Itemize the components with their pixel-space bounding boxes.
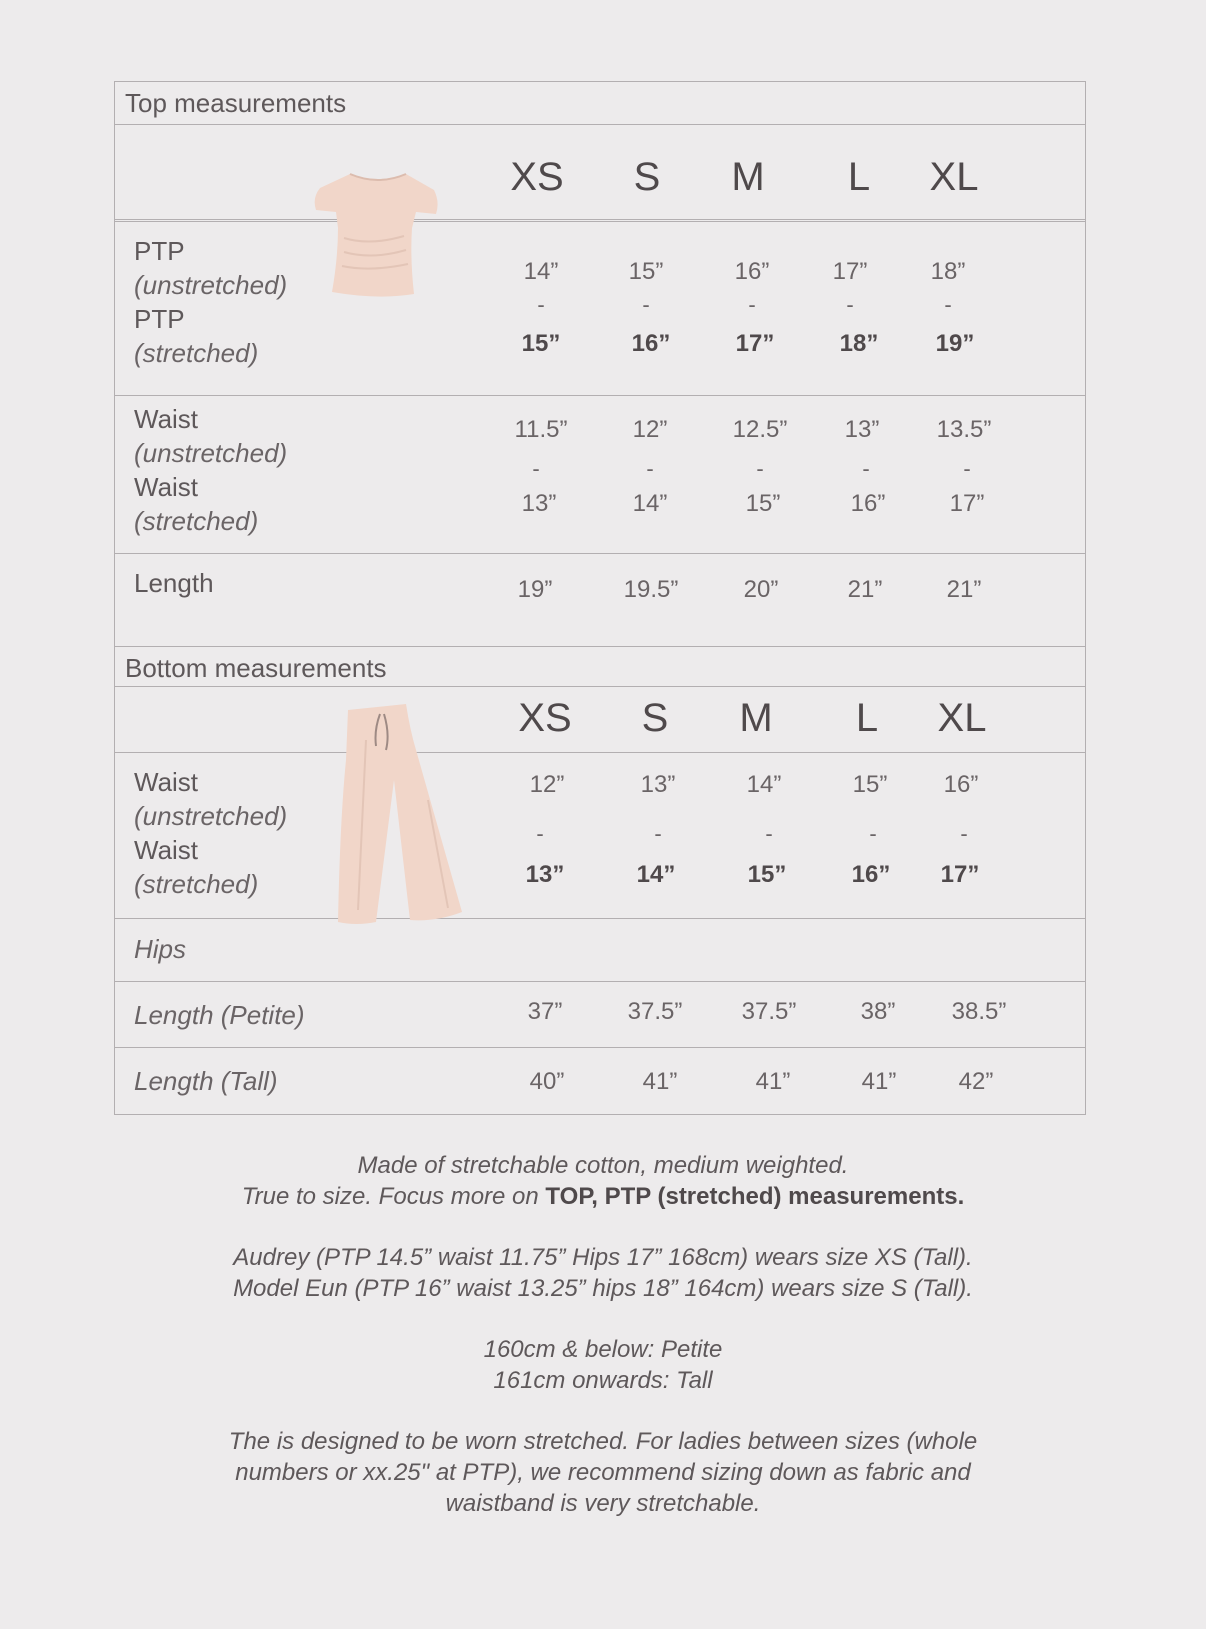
ptp-dash: - [748, 292, 756, 317]
note-line-4: Model Eun (PTP 16” waist 13.25” hips 18” 164cm) wears size S (Tall). [233, 1275, 973, 1302]
bottom-waist-label [134, 765, 287, 901]
note-line-7: The is designed to be worn stretched. For ladies between sizes (whole [228, 1428, 978, 1455]
bottom-waist-unstretched-s: 13” [640, 771, 676, 798]
length-petite-xs: 37” [527, 998, 563, 1025]
length-petite-row [115, 982, 1085, 1048]
bottom-section-title: Bottom measurements [125, 653, 387, 683]
ptp-dash: - [537, 292, 545, 317]
length-tall-xs: 40” [529, 1068, 565, 1095]
bottom-waist-stretched-note: (stretched) [134, 869, 259, 899]
top-waist-stretched-l: 16” [850, 490, 886, 517]
waist-dash: - [862, 456, 870, 481]
size-header-m: M [739, 696, 773, 740]
note-line-5: 160cm & below: Petite [483, 1336, 723, 1363]
ptp-stretched-s: 16” [631, 330, 671, 357]
size-header-xs: XS [518, 696, 572, 740]
size-header-xl: XL [929, 155, 979, 199]
top-length-l: 21” [847, 576, 883, 603]
size-header-xs: XS [510, 155, 564, 199]
ptp-dash: - [944, 292, 952, 317]
length-tall-s: 41” [642, 1068, 678, 1095]
bottom-waist-dash: - [869, 821, 877, 846]
length-tall-xl: 42” [958, 1068, 994, 1095]
ptp-unstretched-s: 15” [628, 258, 664, 285]
top-section-title: Top measurements [125, 88, 347, 118]
bottom-size-header-row [115, 687, 1085, 753]
top-waist-stretched-m: 15” [745, 490, 781, 517]
notes [0, 1150, 1206, 1549]
note-line-1: Made of stretchable cotton, medium weighted. [357, 1152, 849, 1179]
note-line-2b: TOP, PTP (stretched) measurements. [545, 1183, 965, 1210]
bottom-waist-unstretched-xl: 16” [943, 771, 979, 798]
top-waist-row [115, 396, 1085, 554]
note-line-8: numbers or xx.25" at PTP), we recommend sizing down as fabric and [235, 1459, 971, 1486]
bottom-waist-stretched-xs: 13” [525, 861, 565, 888]
bottom-waist-stretched-l: 16” [851, 861, 891, 888]
top-waist-stretched-xs: 13” [521, 490, 557, 517]
top-waist-unstretched-m: 12.5” [732, 416, 788, 443]
bottom-title-row [115, 647, 1085, 687]
size-header-s: S [633, 155, 661, 199]
bottom-waist-unstretched-label: Waist [134, 767, 199, 797]
length-tall-l: 41” [861, 1068, 897, 1095]
ptp-label [134, 234, 287, 370]
ptp-dash: - [846, 292, 854, 317]
ptp-stretched-l: 18” [839, 330, 879, 357]
bottom-waist-unstretched-m: 14” [746, 771, 782, 798]
ptp-unstretched-label: PTP [134, 236, 185, 266]
top-length-xl: 21” [946, 576, 982, 603]
size-header-l: L [855, 696, 879, 740]
bottom-waist-dash: - [960, 821, 968, 846]
hips-label: Hips [134, 934, 187, 964]
waist-dash: - [532, 456, 540, 481]
top-waist-unstretched-l: 13” [844, 416, 880, 443]
length-tall-row [115, 1048, 1085, 1114]
size-header-s: S [641, 696, 669, 740]
waist-stretched-note: (stretched) [134, 506, 259, 536]
ptp-stretched-xl: 19” [935, 330, 975, 357]
bottom-waist-dash: - [765, 821, 773, 846]
waist-dash: - [963, 456, 971, 481]
waist-dash: - [646, 456, 654, 481]
size-header-m: M [731, 155, 765, 199]
bottom-waist-dash: - [654, 821, 662, 846]
note-line-2a: True to size. Focus more on [241, 1183, 546, 1210]
note-line-9: waistband is very stretchable. [445, 1490, 761, 1517]
waist-dash: - [756, 456, 764, 481]
length-tall-m: 41” [755, 1068, 791, 1095]
size-header-xl: XL [937, 696, 987, 740]
length-tall-label: Length (Tall) [134, 1066, 278, 1096]
top-waist-unstretched-xs: 11.5” [514, 416, 568, 443]
top-waist-stretched-s: 14” [632, 490, 668, 517]
size-header-l: L [847, 155, 871, 199]
note-line-3: Audrey (PTP 14.5” waist 11.75” Hips 17” 168cm) wears size XS (Tall). [233, 1244, 973, 1271]
waist-unstretched-label: Waist [134, 404, 199, 434]
top-title-row [115, 82, 1085, 125]
waist-unstretched-note: (unstretched) [134, 438, 288, 468]
bottom-waist-stretched-label: Waist [134, 835, 199, 865]
ptp-dash: - [642, 292, 650, 317]
ptp-unstretched-xl: 18” [930, 258, 966, 285]
length-petite-m: 37.5” [741, 998, 797, 1025]
top-length-label: Length [134, 568, 214, 598]
bottom-waist-stretched-s: 14” [636, 861, 676, 888]
top-waist-stretched-xl: 17” [949, 490, 985, 517]
length-petite-xl: 38.5” [951, 998, 1007, 1025]
ptp-stretched-note: (stretched) [134, 338, 259, 368]
hips-row [115, 919, 1085, 982]
ptp-stretched-xs: 15” [521, 330, 561, 357]
ptp-unstretched-m: 16” [734, 258, 770, 285]
top-length-m: 20” [743, 576, 779, 603]
bottom-waist-row [115, 753, 1085, 919]
t-shirt-icon [310, 168, 446, 300]
top-waist-unstretched-xl: 13.5” [936, 416, 992, 443]
bottom-waist-unstretched-l: 15” [852, 771, 888, 798]
top-length-s: 19.5” [623, 576, 679, 603]
pants-icon [336, 700, 462, 926]
length-petite-l: 38” [860, 998, 896, 1025]
ptp-unstretched-note: (unstretched) [134, 270, 288, 300]
top-waist-label [134, 402, 287, 538]
top-ptp-row [115, 222, 1085, 396]
bottom-waist-stretched-m: 15” [747, 861, 787, 888]
bottom-waist-unstretched-note: (unstretched) [134, 801, 288, 831]
top-length-row [115, 554, 1085, 647]
ptp-stretched-label: PTP [134, 304, 185, 334]
ptp-unstretched-l: 17” [832, 258, 868, 285]
top-length-xs: 19” [517, 576, 553, 603]
ptp-unstretched-xs: 14” [523, 258, 559, 285]
length-petite-s: 37.5” [627, 998, 683, 1025]
top-size-header-row [115, 125, 1085, 222]
length-petite-label: Length (Petite) [134, 1000, 305, 1030]
top-waist-unstretched-s: 12” [632, 416, 668, 443]
waist-stretched-label: Waist [134, 472, 199, 502]
ptp-stretched-m: 17” [735, 330, 775, 357]
size-chart-table [114, 81, 1086, 1115]
note-line-6: 161cm onwards: Tall [493, 1367, 713, 1394]
bottom-waist-dash: - [536, 821, 544, 846]
bottom-waist-stretched-xl: 17” [940, 861, 980, 888]
bottom-waist-unstretched-xs: 12” [529, 771, 565, 798]
